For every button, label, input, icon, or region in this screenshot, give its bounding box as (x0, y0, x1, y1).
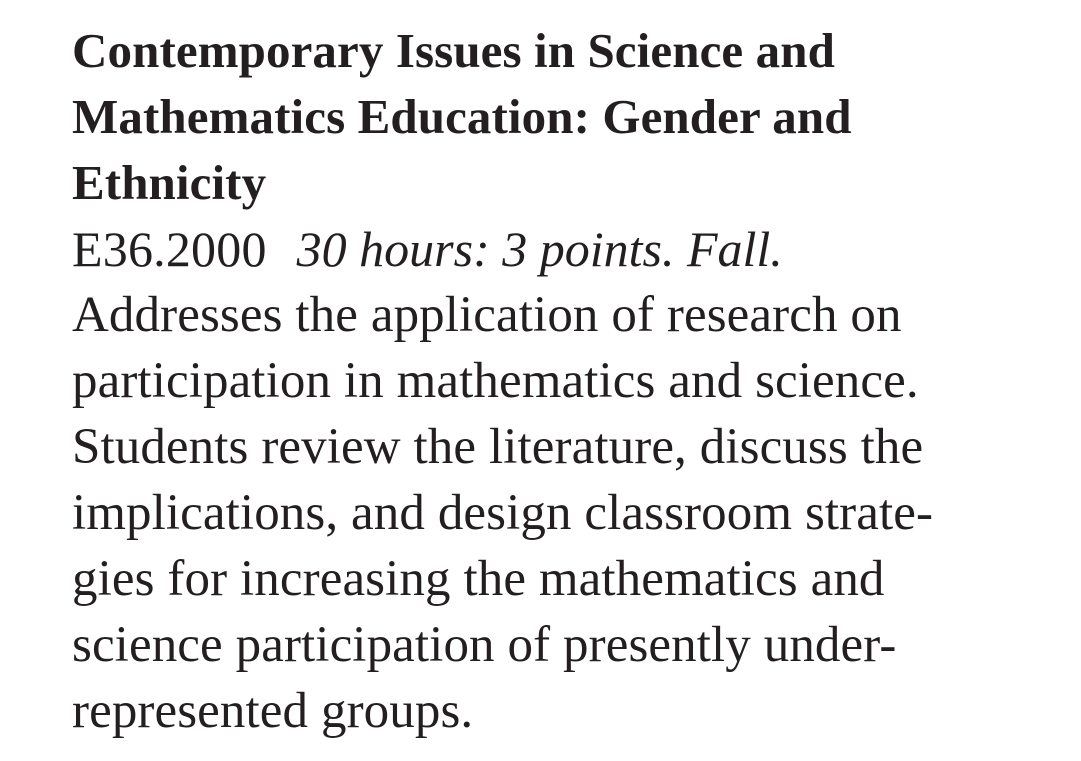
course-number: E36.2000 (72, 221, 267, 277)
description-line: Students review the literature, discuss the (72, 419, 924, 475)
course-description (72, 282, 1062, 744)
description-line: represented groups. (72, 683, 474, 739)
description-line: implications, and design classroom strate- (72, 485, 934, 541)
description-line: participation in mathematics and science. (72, 353, 919, 409)
description-line: science participation of presently under- (72, 617, 897, 673)
course-title-line: Ethnicity (72, 155, 267, 210)
course-listing (72, 18, 1062, 744)
description-line: Addresses the application of research on (72, 287, 902, 343)
description-line: gies for increasing the mathematics and (72, 551, 885, 607)
course-title-line: Contemporary Issues in Science and (72, 23, 835, 78)
course-details: 30 hours: 3 points. Fall. (296, 221, 783, 277)
course-title-line: Mathematics Education: Gender and (72, 89, 852, 144)
course-meta (72, 216, 1062, 282)
course-title (72, 18, 1062, 216)
